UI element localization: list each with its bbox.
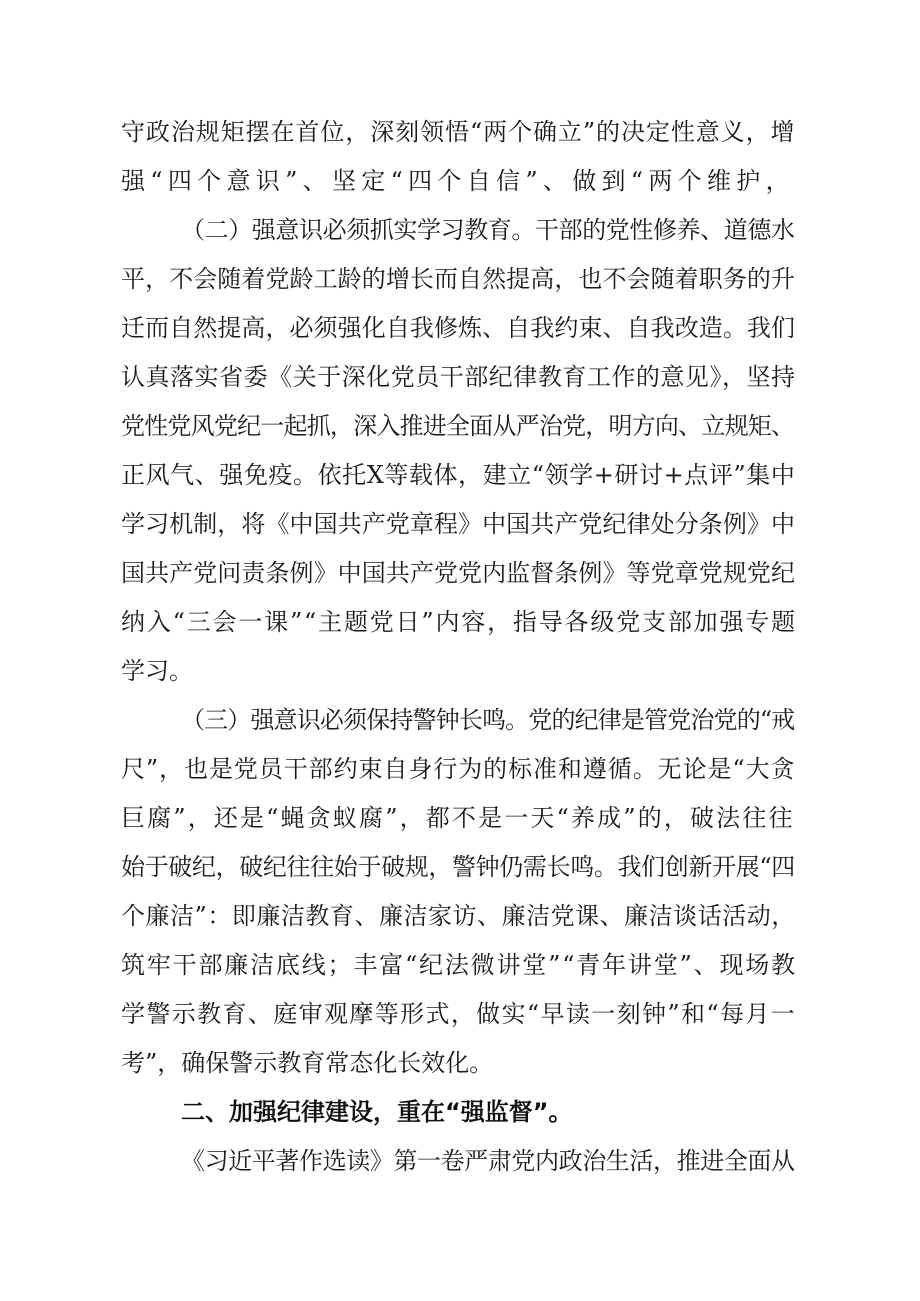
paragraph-line-14: 尺”，也是党员干部约束自身行为的标准和遵循。无论是“大贪 <box>121 755 796 783</box>
section-heading: 二、加强纪律建设，重在“强监督”。 <box>181 1098 573 1126</box>
paragraph-line-9: 学习机制，将《中国共产党章程》中国共产党纪律处分条例》中 <box>121 510 796 538</box>
paragraph-line-2: 强“四个意识”、坚定“四个自信”、做到“两个维护， <box>121 167 795 195</box>
paragraph-line-3: （二）强意识必须抓实学习教育。干部的党性修养、道德水 <box>181 216 795 244</box>
paragraph-line-6: 认真落实省委《关于深化党员干部纪律教育工作的意见》，坚持 <box>121 363 796 391</box>
paragraph-line-1: 守政治规矩摆在首位，深刻领悟“两个确立”的决定性意义，增 <box>121 118 796 146</box>
paragraph-line-21: 《习近平著作选读》第一卷严肃党内政治生活，推进全面从 <box>181 1147 795 1175</box>
paragraph-line-18: 筑牢干部廉洁底线；丰富“纪法微讲堂”“青年讲堂”、现场教 <box>121 951 797 979</box>
paragraph-line-13: （三）强意识必须保持警钟长鸣。党的纪律是管党治党的“戒 <box>181 706 795 734</box>
paragraph-line-12: 学习。 <box>121 657 193 685</box>
paragraph-line-20: 考”，确保警示教育常态化长效化。 <box>121 1049 494 1077</box>
paragraph-line-4: 平，不会随着党龄工龄的增长而自然提高，也不会随着职务的升 <box>121 265 796 293</box>
paragraph-line-7: 党性党风党纪一起抓，深入推进全面从严治党，明方向、立规矩、 <box>121 412 795 440</box>
paragraph-line-19: 学警示教育、庭审观摩等形式，做实“早读一刻钟”和“每月一 <box>121 1000 797 1028</box>
paragraph-line-8: 正风气、强免疫。依托X等载体，建立“领学+研讨+点评”集中 <box>121 461 796 489</box>
paragraph-line-17: 个廉洁”：即廉洁教育、廉洁家访、廉洁党课、廉洁谈话活动， <box>121 902 796 930</box>
paragraph-line-15: 巨腐”，还是“蝇贪蚁腐”，都不是一天“养成”的，破法往往 <box>121 804 795 832</box>
paragraph-line-5: 迁而自然提高，必须强化自我修炼、自我约束、自我改造。我们 <box>121 314 796 342</box>
paragraph-line-16: 始于破纪，破纪往往始于破规，警钟仍需长鸣。我们创新开展“四 <box>121 853 795 881</box>
paragraph-line-11: 纳入“三会一课”“主题党日”内容，指导各级党支部加强专题 <box>121 608 797 636</box>
paragraph-line-10: 国共产党问责条例》中国共产党党内监督条例》等党章党规党纪 <box>121 559 796 587</box>
